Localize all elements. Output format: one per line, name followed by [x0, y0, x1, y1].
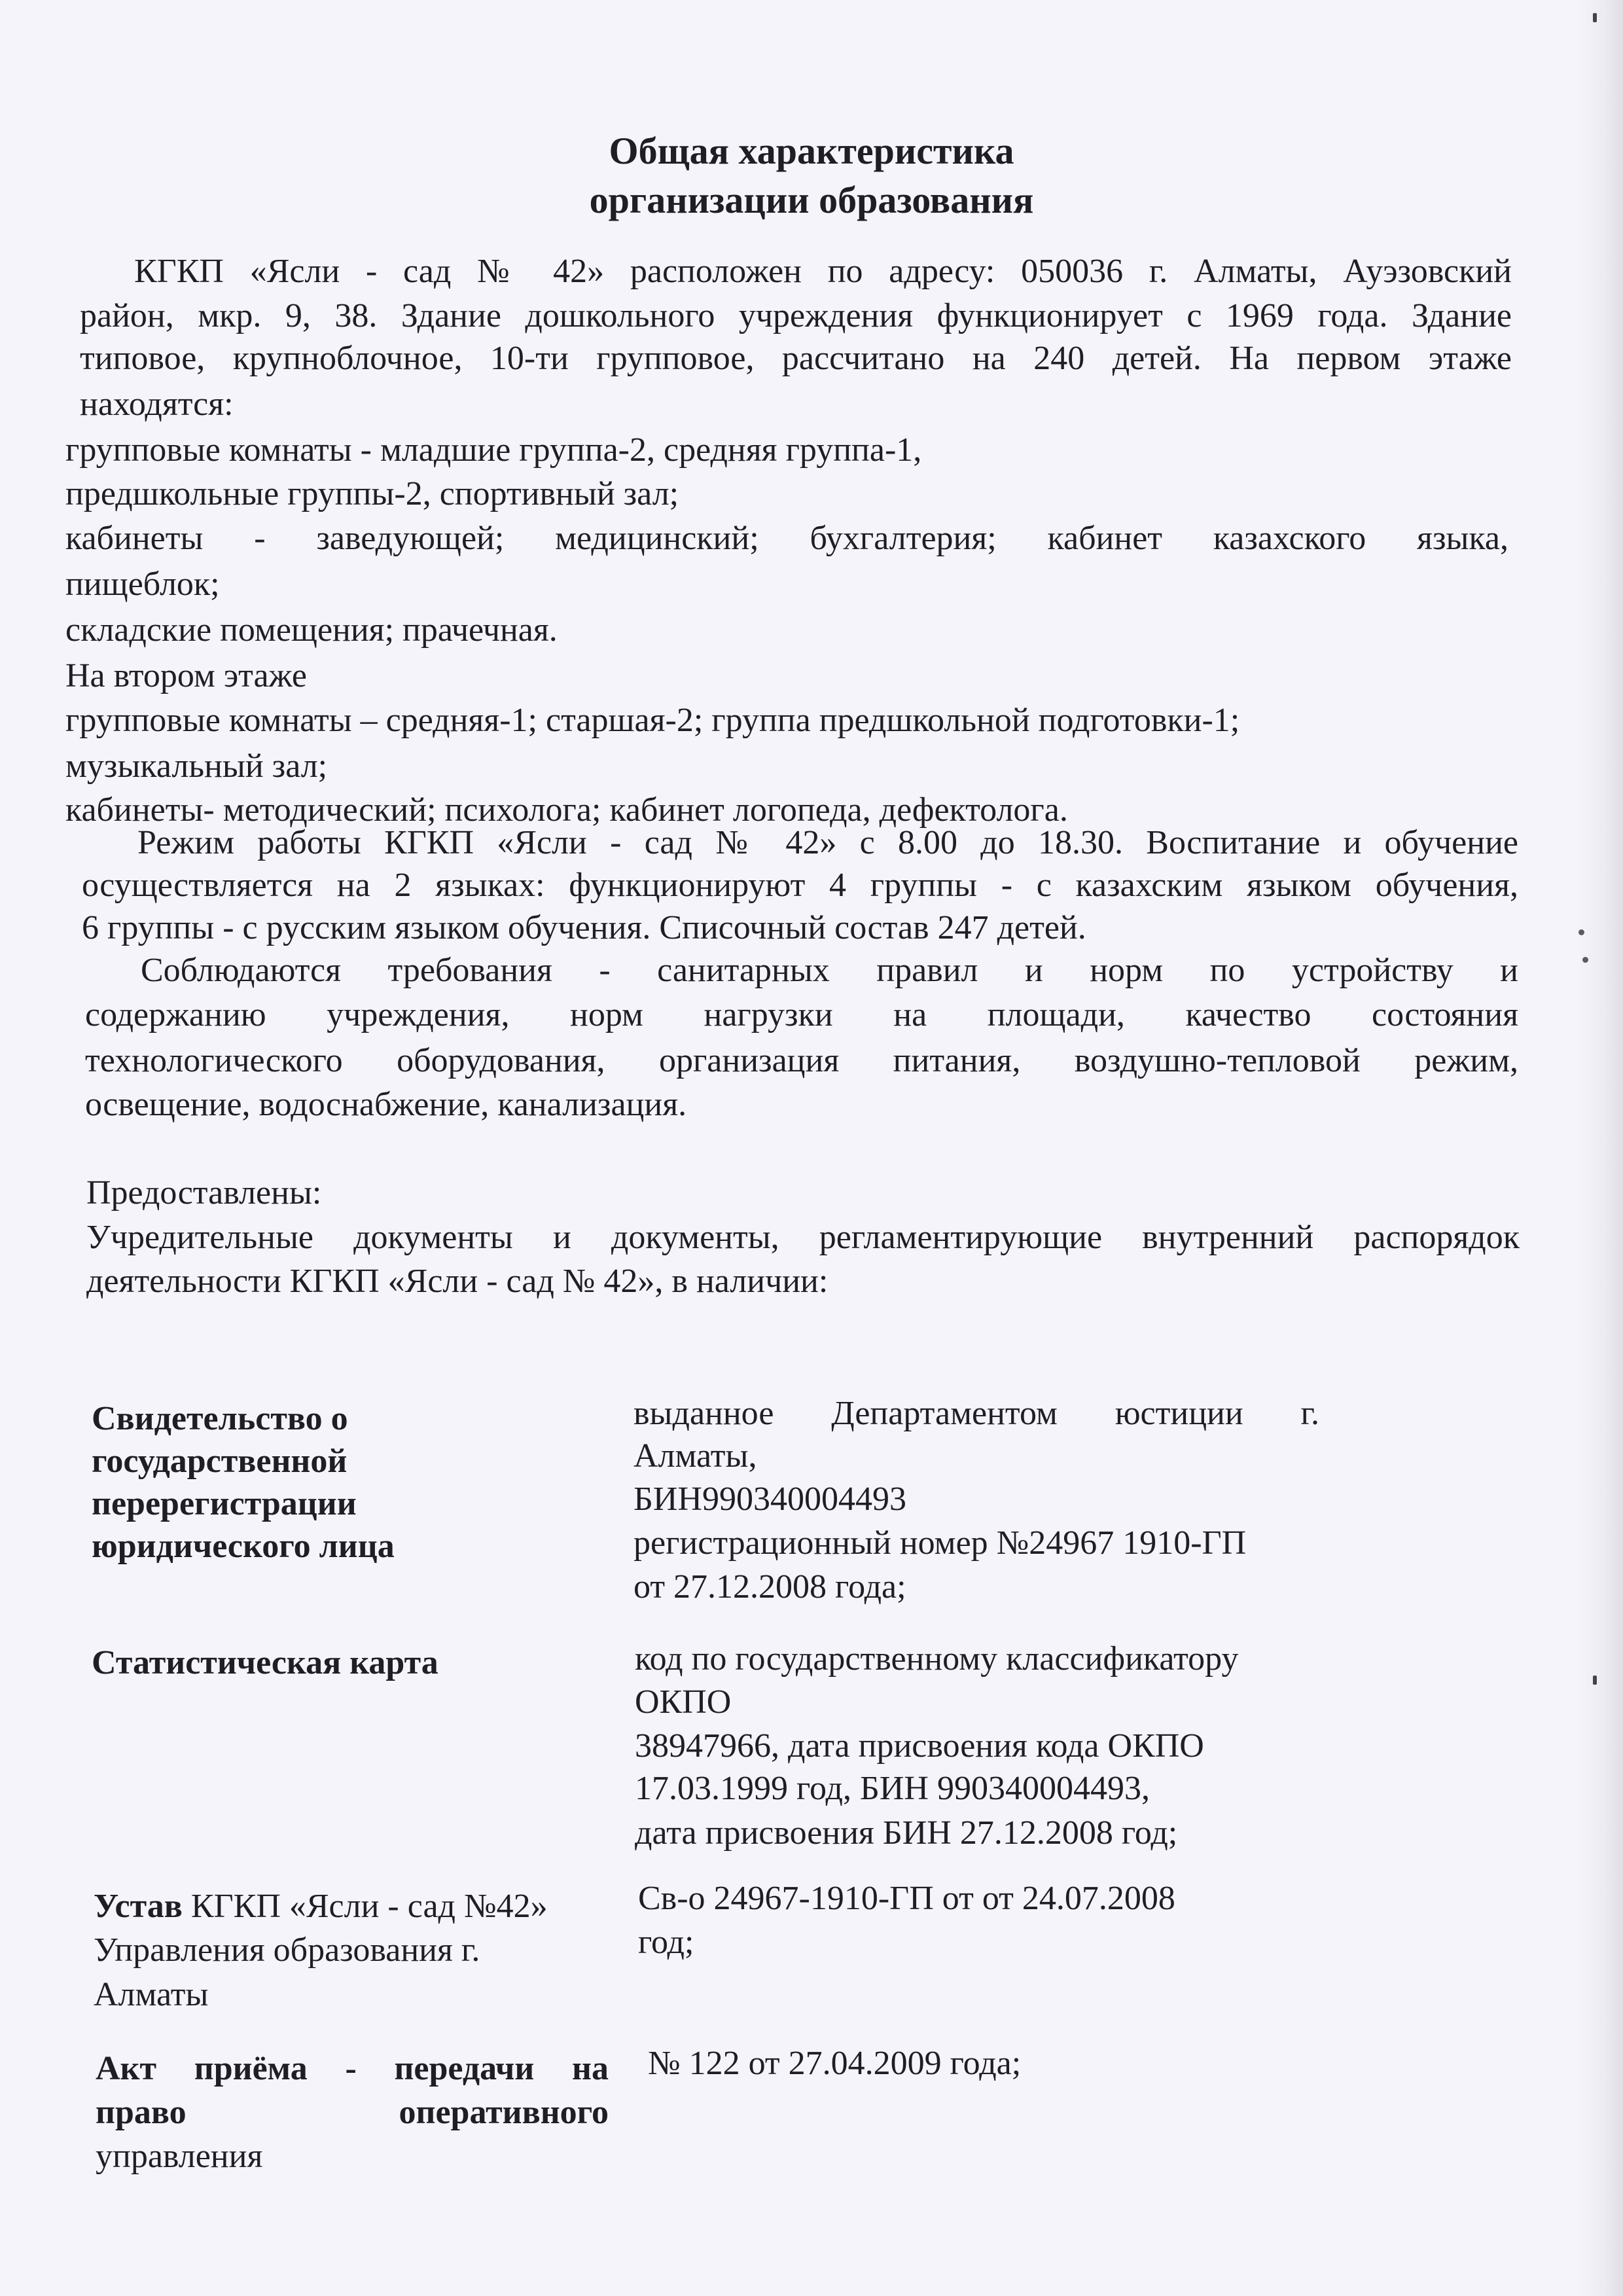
- intro-line: КГКП «Ясли - сад № 42» расположен по адресу: 050036 г. Алматы, Ауэзовский: [134, 253, 1512, 290]
- regime-line: Режим работы КГКП «Ясли - сад № 42» с 8.00 до 18.30. Воспитание и обучение: [137, 824, 1518, 861]
- record-value-line: год;: [638, 1924, 694, 1961]
- second-floor-line: музыкальный зал;: [65, 747, 328, 785]
- first-floor-line: групповые комнаты - младшие группа-2, средняя группа-1,: [65, 431, 922, 469]
- scan-speck: [1582, 957, 1588, 963]
- record-label-line: [94, 1885, 548, 1928]
- record-value-line: регистрационный номер №24967 1910-ГП: [633, 1524, 1247, 1562]
- first-floor-line: складские помещения; прачечная.: [65, 611, 558, 649]
- record-value-line: 17.03.1999 год, БИН 990340004493,: [635, 1770, 1150, 1807]
- record-value-line: ОКПО: [635, 1683, 732, 1721]
- record-value-line: дата присвоения БИН 27.12.2008 год;: [635, 1814, 1178, 1852]
- record-value-line: Св-о 24967-1910-ГП от от 24.07.2008: [638, 1880, 1175, 1917]
- record-label-line: Акт приёма - передачи на: [96, 2050, 609, 2087]
- scan-mark: [1593, 13, 1597, 22]
- first-floor-line: пищеблок;: [65, 565, 220, 603]
- document-title-line-1: Общая характеристика: [609, 130, 1014, 172]
- record-label-line: право оперативного: [96, 2094, 609, 2131]
- scan-edge-shadow: [1577, 0, 1623, 2296]
- second-floor-line: групповые комнаты – средняя-1; старшая-2; группа предшкольной подготовки-1;: [65, 702, 1240, 739]
- second-floor-heading: На втором этаже: [65, 657, 307, 694]
- requirements-line: Соблюдаются требования - санитарных правил и норм по устройству и: [141, 952, 1518, 989]
- record-label-line: Алматы: [94, 1976, 209, 2013]
- requirements-line: освещение, водоснабжение, канализация.: [85, 1086, 687, 1123]
- first-floor-line: предшкольные группы-2, спортивный зал;: [65, 475, 679, 512]
- second-floor-line: кабинеты- методический; психолога; кабинет логопеда, дефектолога.: [65, 791, 1068, 829]
- provided-heading: Предоставлены:: [86, 1174, 322, 1211]
- record-label-line: управления: [96, 2138, 263, 2175]
- record-value-line: № 122 от 27.04.2009 года;: [648, 2045, 1022, 2082]
- regime-line: 6 группы - с русским языком обучения. Списочный состав 247 детей.: [82, 909, 1086, 946]
- requirements-line: содержанию учреждения, норм нагрузки на площади, качество состояния: [85, 996, 1518, 1033]
- record-value-line: выданное Департаментом юстиции г.: [633, 1395, 1319, 1432]
- record-label-line: государственной: [92, 1443, 348, 1480]
- first-floor-line: кабинеты - заведующей; медицинский; бухгалтерия; кабинет казахского языка,: [65, 520, 1508, 557]
- record-label-line: Свидетельство о: [92, 1400, 348, 1437]
- record-value-line: код по государственному классификатору: [635, 1640, 1239, 1677]
- record-label-line: юридического лица: [92, 1528, 395, 1565]
- record-value-line: от 27.12.2008 года;: [633, 1568, 906, 1605]
- record-value-line: 38947966, дата присвоения кода ОКПО: [635, 1727, 1204, 1765]
- provided-line: Учредительные документы и документы, регламентирующие внутренний распорядок: [86, 1219, 1520, 1256]
- record-label-line: Управления образования г.: [94, 1931, 480, 1969]
- scan-speck: [1578, 929, 1584, 935]
- document-title-line-2: организации образования: [589, 179, 1034, 221]
- intro-line: типовое, крупноблочное, 10-ти групповое, рассчитано на 240 детей. На первом этаже: [80, 340, 1512, 377]
- regime-line: осуществляется на 2 языках: функционируют 4 группы - с казахским языком обучения,: [82, 867, 1518, 904]
- record-label-rest: КГКП «Ясли - сад №42»: [182, 1888, 548, 1925]
- record-label-bold: Устав: [94, 1888, 183, 1925]
- provided-line: деятельности КГКП «Ясли - сад № 42», в наличии:: [86, 1263, 829, 1300]
- intro-line: район, мкр. 9, 38. Здание дошкольного учреждения функционирует с 1969 года. Здание: [80, 297, 1512, 334]
- intro-line: находятся:: [80, 386, 234, 423]
- requirements-line: технологического оборудования, организация питания, воздушно-тепловой режим,: [85, 1042, 1518, 1079]
- record-label-line: перерегистрации: [92, 1485, 357, 1522]
- record-value-line: БИН990340004493: [633, 1480, 906, 1518]
- record-label-line: Статистическая карта: [92, 1644, 438, 1681]
- record-value-line: Алматы,: [633, 1437, 757, 1475]
- scan-mark: [1593, 1676, 1597, 1685]
